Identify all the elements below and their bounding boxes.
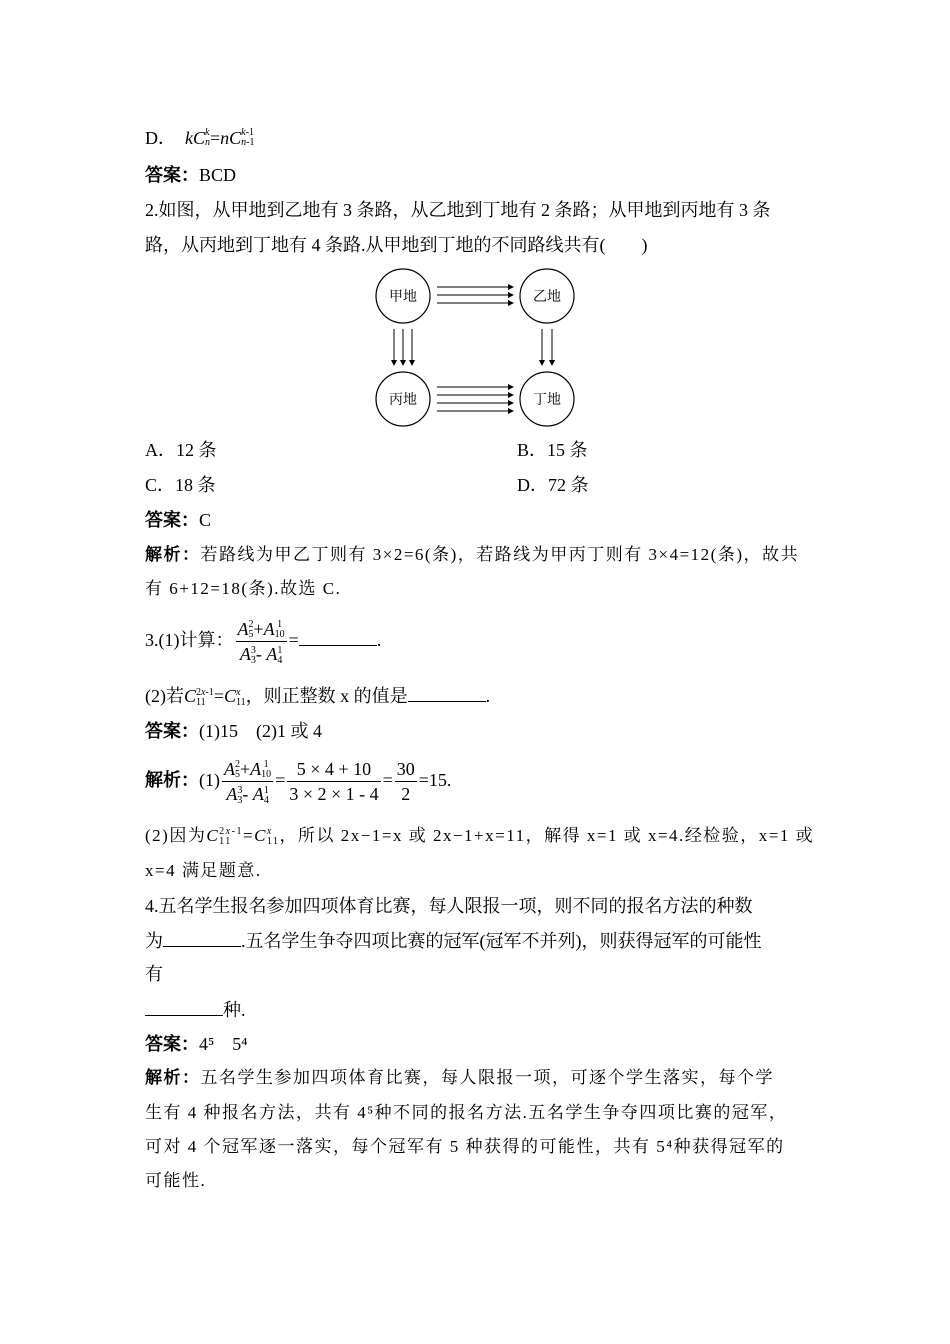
- q4-stem-line4: 种.: [145, 997, 246, 1022]
- node-bing-label: 丙地: [389, 392, 417, 408]
- q3-part2: (2)若C 2x-1 11 =C x 11 ，则正整数 x 的值是 .: [145, 683, 490, 708]
- node-yi-label: 乙地: [533, 289, 561, 305]
- q2-option-a: A．12 条: [145, 440, 217, 460]
- q3-fraction: A 2 5 +A 1 10 A 3 3 - A 1 4: [237, 618, 285, 667]
- q4-analysis-line4: 可能性.: [145, 1171, 207, 1190]
- q2-analysis-line2: 有 6+12=18(条).故选 C.: [145, 579, 342, 598]
- q3-blank-2[interactable]: [408, 683, 486, 702]
- q4-analysis-line3: 可对 4 个冠军逐一落实，每个冠军有 5 种获得的可能性，共有 5⁴种获得冠军的: [145, 1137, 785, 1156]
- q2-option-d: D．72 条: [517, 475, 589, 495]
- q4-analysis-line2: 生有 4 种报名方法，共有 4⁵种不同的报名方法.五名学生争夺四项比赛的冠军，: [145, 1103, 788, 1122]
- q4-analysis-line1: 解析：五名学生参加四项体育比赛，每人限报一项，可逐个学生落实，每个学: [145, 1068, 774, 1087]
- q2-option-c: C．18 条: [145, 475, 216, 495]
- q4-stem-line2: 为 .五名学生争夺四项比赛的冠军(冠军不并列)，则获得冠军的可能性: [145, 928, 762, 953]
- q2-analysis-line1: 解析：若路线为甲乙丁则有 3×2=6(条)，若路线为甲丙丁则有 3×4=12(条)，故共: [145, 545, 799, 564]
- q3-blank-1[interactable]: [299, 627, 377, 646]
- q1-option-d: D． kC k n =nC k-1 n-1: [145, 126, 255, 148]
- q3-analysis-2: (2)因为C 2x-1 11 =C x 11 ，所以 2x−1=x 或 2x−1+x=11，解得 x=1 或 x=4.经检验，x=1 或: [145, 826, 815, 848]
- roads-jia-yi: [437, 287, 513, 303]
- q2-stem-line1: 2.如图，从甲地到乙地有 3 条路，从乙地到丁地有 2 条路；从甲地到丙地有 3 条: [145, 200, 771, 220]
- roads-jia-bing: [394, 329, 412, 365]
- q2-route-diagram: [365, 265, 585, 430]
- q2-option-b: B．15 条: [517, 440, 588, 460]
- q4-stem-line3: 有: [145, 964, 163, 984]
- roads-bing-ding: [437, 387, 513, 411]
- q3-analysis-3: x=4 满足题意.: [145, 861, 262, 880]
- q4-blank-1[interactable]: [163, 928, 241, 947]
- q4-answer: 答案：4⁵ 5⁴: [145, 1034, 248, 1054]
- q3-part1: 3.(1)计算： A 2 5 +A 1 10 A 3 3 - A 1 4 = .: [145, 618, 382, 667]
- q4-blank-2[interactable]: [145, 997, 223, 1016]
- node-jia-label: 甲地: [389, 289, 417, 305]
- q1-answer: 答案：BCD: [145, 165, 237, 185]
- q4-stem-line1: 4.五名学生报名参加四项体育比赛，每人限报一项，则不同的报名方法的种数: [145, 896, 753, 916]
- q1-option-d-formula: kC k n =nC k-1 n-1: [185, 126, 255, 148]
- q3-answer: 答案：(1)15 (2)1 或 4: [145, 721, 322, 741]
- q3-analysis-1: 解析：(1) A 2 5 +A 1 10 A 3 3 - A 1 4 = $\frac{5 \times 4 + 10}{3 \times 2 \times 1 - 4}$ = $\frac{30}{2}$ =15.: [145, 758, 452, 807]
- roads-yi-ding: [542, 329, 552, 365]
- node-ding-label: 丁地: [533, 392, 561, 408]
- q2-answer: 答案：C: [145, 510, 212, 530]
- q2-stem-line2: 路，从丙地到丁地有 4 条路.从甲地到丁地的不同路线共有( ): [145, 235, 648, 255]
